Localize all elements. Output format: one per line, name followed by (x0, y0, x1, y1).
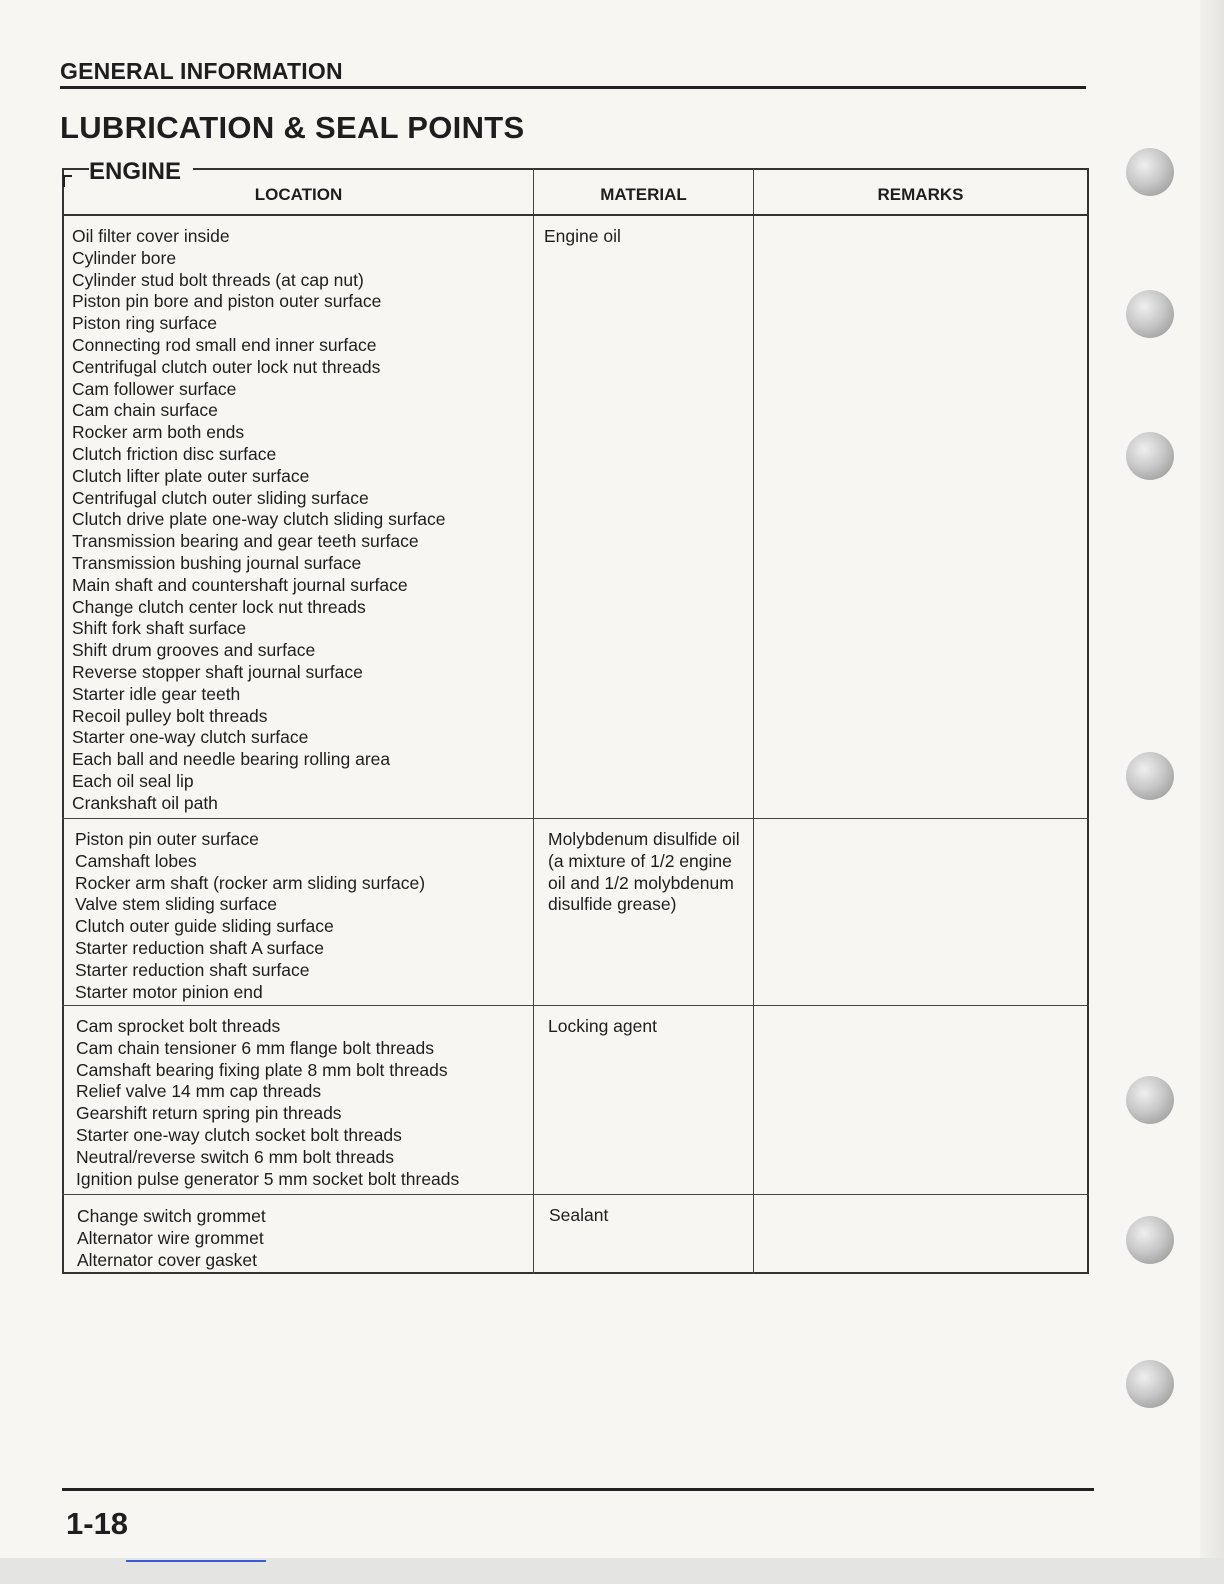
list-item: Neutral/reverse switch 6 mm bolt threads (76, 1146, 395, 1167)
row-divider (62, 818, 1089, 819)
list-item: Alternator wire grommet (77, 1227, 264, 1248)
list-item: Cam chain surface (72, 400, 218, 421)
list-item: Clutch drive plate one-way clutch sliding surface (72, 509, 446, 530)
binder-hole (1126, 148, 1174, 196)
binder-hole (1126, 432, 1174, 480)
list-item: Clutch friction disc surface (72, 443, 277, 464)
list-item: Starter one-way clutch surface (72, 727, 309, 748)
list-item: Cam follower surface (72, 378, 237, 399)
list-item: Connecting rod small end inner surface (72, 334, 377, 355)
list-item: Transmission bushing journal surface (72, 552, 362, 573)
material-locking-agent: Locking agent (548, 1016, 657, 1036)
list-item: Cylinder bore (72, 247, 177, 268)
column-divider-material (533, 168, 534, 1274)
list-item: Camshaft lobes (75, 850, 197, 871)
list-item: Cam chain tensioner 6 mm flange bolt threads (76, 1037, 434, 1058)
list-item: Ignition pulse generator 5 mm socket bolt threads (76, 1168, 460, 1189)
list-item: Starter reduction shaft A surface (75, 937, 325, 958)
page-title: LUBRICATION & SEAL POINTS (60, 110, 525, 145)
header-row-divider (62, 214, 1089, 216)
column-header-material: MATERIAL (600, 185, 687, 204)
list-item: Shift fork shaft surface (72, 618, 247, 639)
binder-hole (1126, 1076, 1174, 1124)
binder-hole (1126, 290, 1174, 338)
group-label: ENGINE (89, 158, 193, 186)
list-item: Alternator cover gasket (77, 1249, 257, 1270)
footer-rule (62, 1488, 1094, 1491)
list-item: Main shaft and countershaft journal surface (72, 574, 408, 595)
list-item: Each oil seal lip (72, 770, 194, 791)
row-divider (62, 1005, 1089, 1006)
list-item: Recoil pulley bolt threads (72, 705, 268, 726)
binder-hole (1126, 752, 1174, 800)
list-item: Change switch grommet (77, 1206, 266, 1226)
list-item: Change clutch center lock nut threads (72, 596, 366, 617)
list-item: Starter one-way clutch socket bolt threads (76, 1124, 402, 1145)
list-item: Gearshift return spring pin threads (76, 1103, 342, 1124)
list-item: Crankshaft oil path (72, 792, 218, 813)
location-list-engine-oil (72, 226, 446, 815)
list-item: Rocker arm shaft (rocker arm sliding surface) (75, 872, 426, 893)
page-number: 1-18 (66, 1506, 129, 1541)
list-item: Cylinder stud bolt threads (at cap nut) (72, 269, 364, 290)
list-item: Starter reduction shaft surface (75, 959, 310, 980)
header-rule (60, 86, 1086, 89)
column-divider-remarks (753, 168, 754, 1274)
list-item: Transmission bearing and gear teeth surface (72, 531, 419, 552)
location-list-molybdenum (75, 829, 425, 1003)
list-item: Piston ring surface (72, 313, 217, 334)
column-header-location: LOCATION (254, 185, 343, 204)
list-item: Centrifugal clutch outer sliding surface (72, 487, 369, 508)
material-sealant: Sealant (549, 1205, 609, 1225)
list-item: Oil filter cover inside (72, 226, 230, 246)
group-bracket-horizontal (63, 175, 72, 177)
material-engine-oil: Engine oil (544, 226, 621, 246)
list-item: Valve stem sliding surface (75, 894, 277, 915)
page-edge-shadow (1200, 0, 1224, 1584)
location-list-locking-agent (76, 1016, 459, 1190)
binder-hole (1126, 1216, 1174, 1264)
scan-bottom-mark (126, 1560, 266, 1562)
location-list-sealant (77, 1206, 266, 1271)
list-item: Starter motor pinion end (75, 981, 263, 1002)
list-item: Clutch outer guide sliding surface (75, 916, 334, 937)
list-item: Camshaft bearing fixing plate 8 mm bolt threads (76, 1059, 448, 1080)
binder-hole (1126, 1360, 1174, 1408)
list-item: Starter idle gear teeth (72, 683, 241, 704)
list-item: Cam sprocket bolt threads (76, 1016, 281, 1036)
list-item: Clutch lifter plate outer surface (72, 465, 310, 486)
list-item: Reverse stopper shaft journal surface (72, 661, 363, 682)
list-item: Piston pin outer surface (75, 829, 259, 849)
list-item: Relief valve 14 mm cap threads (76, 1081, 322, 1102)
material-molybdenum: Molybdenum disulfide oil (a mixture of 1/2 engine oil and 1/2 molybdenum disulfide grease) (548, 829, 740, 915)
column-header-remarks: REMARKS (877, 185, 964, 204)
list-item: Piston pin bore and piston outer surface (72, 291, 382, 312)
row-divider (62, 1194, 1089, 1195)
list-item: Each ball and needle bearing rolling area (72, 749, 391, 770)
section-header: GENERAL INFORMATION (60, 58, 343, 84)
list-item: Centrifugal clutch outer lock nut threads (72, 356, 381, 377)
list-item: Shift drum grooves and surface (72, 640, 316, 661)
list-item: Rocker arm both ends (72, 422, 245, 443)
